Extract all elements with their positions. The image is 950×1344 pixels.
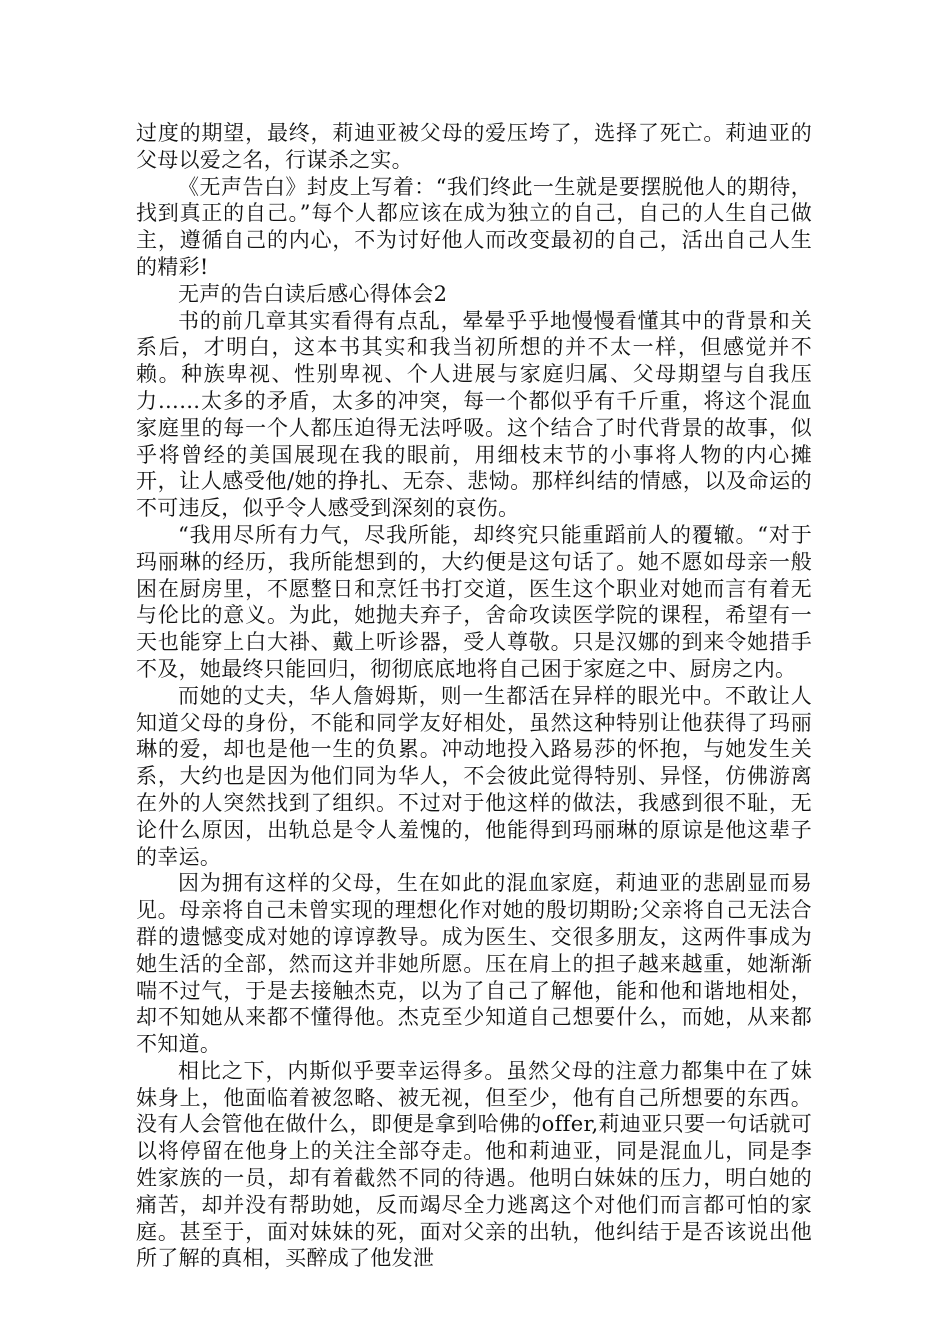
paragraph: 书的前几章其实看得有点乱，晕晕乎乎地慢慢看懂其中的背景和关系后，才明白，这本书其实和我当初所想的并不太一样，但感觉并不赖。种族卑视、性别卑视、个人进展与家庭归属、父母期望与自我压力……太多的矛盾，太多的冲突，每一个都似乎有千斤重，将这个混血家庭里的每一个人都压迫得无法呼吸。这个结合了时代背景的故事，似乎将曾经的美国展现在我的眼前，用细枝末节的小事将人物的内心摊开，让人感受他/她的挣扎、无奈、悲恸。那样纠结的情感，以及命运的不可违反，似乎令人感受到深刻的哀伤。 (136, 308, 812, 521)
document-body (136, 120, 812, 1272)
paragraph: 《无声告白》封皮上写着：“我们终此一生就是要摆脱他人的期待，找到真正的自己。”每个人都应该在成为独立的自己，自己的人生自己做主，遵循自己的内心，不为讨好他人而改变最初的自己，活出自己人生的精彩! (136, 174, 812, 279)
section-title: 无声的告白读后感心得体会2 (178, 281, 448, 306)
paragraph: 因为拥有这样的父母，生在如此的混血家庭，莉迪亚的悲剧显而易见。母亲将自己未曾实现的理想化作对她的殷切期盼;父亲将自己无法合群的遗憾变成对她的谆谆教导。成为医生、交很多朋友，这两件事成为她生活的全部，然而这并非她所愿。压在肩上的担子越来越重，她渐渐喘不过气，于是去接触杰克，以为了自己了解他，能和他和谐地相处，却不知她从来都不懂得他。杰克至少知道自己想要什么，而她，从来都不知道。 (136, 871, 812, 1057)
paragraph: 过度的期望，最终，莉迪亚被父母的爱压垮了，选择了死亡。莉迪亚的父母以爱之名，行谋杀之实。 (136, 121, 812, 172)
paragraph: 相比之下，内斯似乎要幸运得多。虽然父母的注意力都集中在了妹妹身上，他面临着被忽略、被无视，但至少，他有自己所想要的东西。没有人会管他在做什么，即便是拿到哈佛的offer,莉迪亚只要一句话就可以将停留在他身上的关注全部夺走。他和莉迪亚，同是混血儿，同是李姓家族的一员，却有着截然不同的待遇。他明白妹妹的压力，明白她的痛苦，却并没有帮助她，反而竭尽全力逃离这个对他们而言都可怕的家庭。甚至于，面对妹妹的死，面对父亲的出轨，他纠结于是否该说出他所了解的真相，买醉成了他发泄 (136, 1058, 812, 1271)
paragraph: “我用尽所有力气，尽我所能，却终究只能重蹈前人的覆辙。“对于玛丽琳的经历，我所能想到的，大约便是这句话了。她不愿如母亲一般困在厨房里，不愿整日和烹饪书打交道，医生这个职业对她而言有着无与伦比的意义。为此，她抛夫弃子，舍命攻读医学院的课程，希望有一天也能穿上白大褂、戴上听诊器，受人尊敬。只是汉娜的到来令她措手不及，她最终只能回归，彻彻底底地将自己困于家庭之中、厨房之内。 (136, 522, 812, 681)
paragraph: 而她的丈夫，华人詹姆斯，则一生都活在异样的眼光中。不敢让人知道父母的身份，不能和同学友好相处，虽然这种特别让他获得了玛丽琳的爱，却也是他一生的负累。冲动地投入路易莎的怀抱，与她发生关系，大约也是因为他们同为华人，不会彼此觉得特别、异怪，仿佛游离在外的人突然找到了组织。不过对于他这样的做法，我感到很不耻，无论什么原因，出轨总是令人羞愧的，他能得到玛丽琳的原谅是他这辈子的幸运。 (136, 683, 812, 869)
